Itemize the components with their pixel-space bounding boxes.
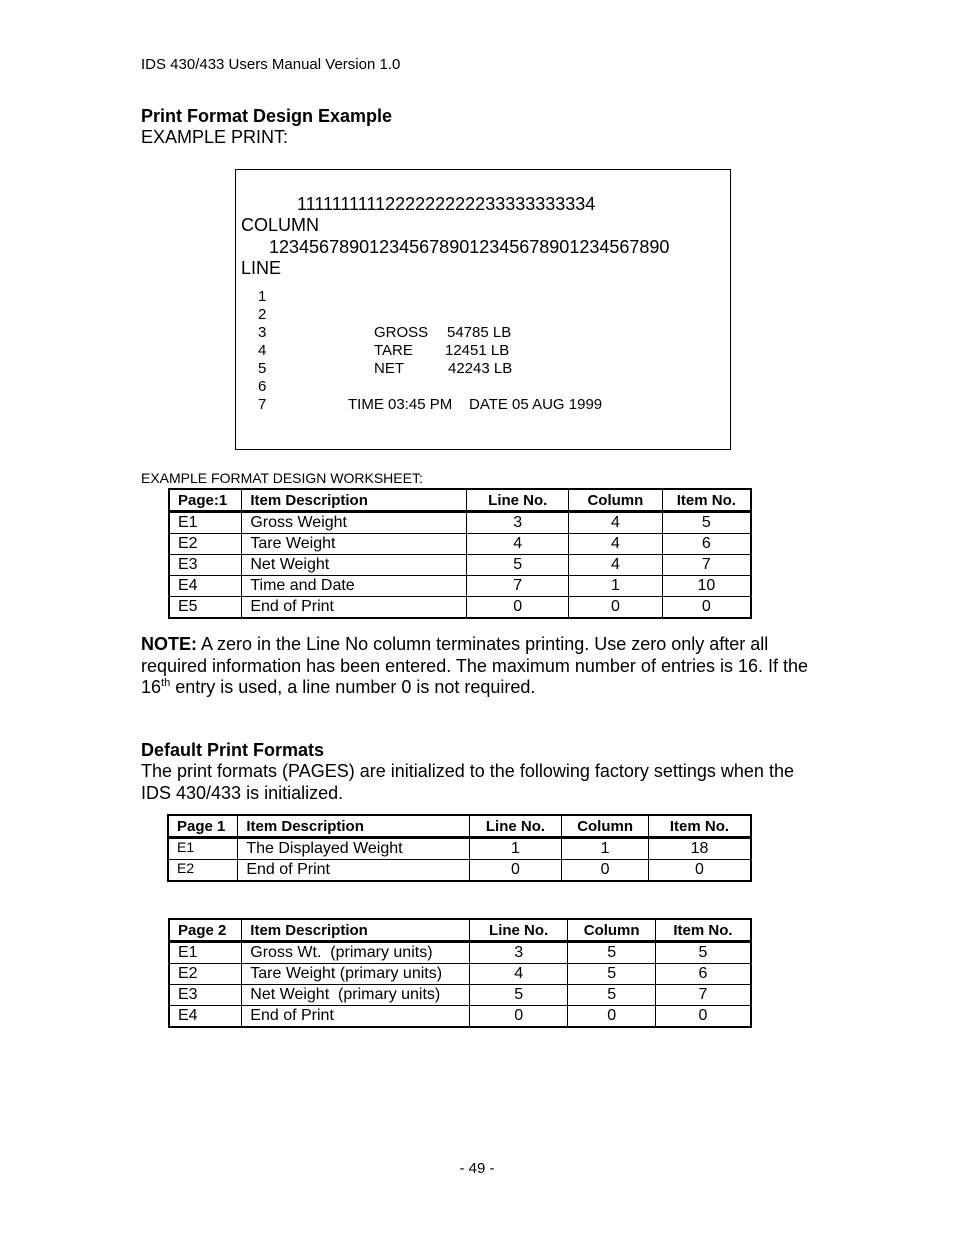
line-number-7: 7 bbox=[258, 396, 267, 413]
cell-entry: E2 bbox=[169, 964, 242, 985]
worksheet-caption: EXAMPLE FORMAT DESIGN WORKSHEET: bbox=[141, 470, 423, 486]
cell-entry: E2 bbox=[168, 860, 238, 882]
table-row bbox=[169, 512, 751, 534]
cell-description: End of Print bbox=[238, 860, 469, 882]
cell-line-no: 4 bbox=[469, 964, 567, 985]
header-line-no: Line No. bbox=[469, 919, 567, 942]
table-row bbox=[169, 576, 751, 597]
line-number-4: 4 bbox=[258, 342, 267, 359]
cell-description: Net Weight bbox=[242, 555, 467, 576]
cell-entry: E5 bbox=[169, 597, 242, 619]
cell-entry: E3 bbox=[169, 555, 242, 576]
cell-entry: E1 bbox=[169, 942, 242, 964]
time-text: TIME 03:45 PM bbox=[348, 396, 453, 413]
column-tens-row: 1111111111222222222233333333334 bbox=[297, 194, 596, 214]
cell-description: End of Print bbox=[242, 1006, 470, 1028]
header-line-no: Line No. bbox=[469, 815, 562, 838]
header-page: Page 1 bbox=[168, 815, 238, 838]
table-row bbox=[168, 838, 751, 860]
cell-line-no: 0 bbox=[469, 1006, 567, 1028]
header-item-description: Item Description bbox=[242, 489, 467, 512]
column-units-row: 1234567890123456789012345678901234567890 bbox=[269, 237, 670, 257]
default-formats-text: The print formats (PAGES) are initialized to the following factory settings when the IDS 430/433 is initialized. bbox=[141, 761, 794, 803]
cell-line-no: 0 bbox=[467, 597, 569, 619]
cell-line-no: 5 bbox=[467, 555, 569, 576]
net-label: NET bbox=[374, 360, 404, 377]
cell-column: 5 bbox=[568, 985, 656, 1006]
table-row bbox=[169, 985, 751, 1006]
line-number-2: 2 bbox=[258, 306, 267, 323]
cell-column: 0 bbox=[562, 860, 649, 882]
cell-description: Tare Weight bbox=[242, 534, 467, 555]
header-item-no: Item No. bbox=[655, 919, 751, 942]
cell-line-no: 0 bbox=[469, 860, 562, 882]
header-page: Page 2 bbox=[169, 919, 242, 942]
worksheet-table bbox=[168, 488, 752, 619]
cell-item-no: 5 bbox=[662, 512, 751, 534]
header-item-description: Item Description bbox=[238, 815, 469, 838]
table-row bbox=[168, 860, 751, 882]
line-label: LINE bbox=[241, 258, 282, 278]
line-number-1: 1 bbox=[258, 288, 267, 305]
cell-description: Net Weight (primary units) bbox=[242, 985, 470, 1006]
tare-value: 12451 LB bbox=[445, 342, 510, 359]
table-row bbox=[169, 942, 751, 964]
header-column: Column bbox=[562, 815, 649, 838]
cell-column: 0 bbox=[568, 1006, 656, 1028]
page2-table bbox=[168, 918, 752, 1028]
header-page: Page:1 bbox=[169, 489, 242, 512]
cell-line-no: 7 bbox=[467, 576, 569, 597]
cell-description: Tare Weight (primary units) bbox=[242, 964, 470, 985]
cell-description: Gross Weight bbox=[242, 512, 467, 534]
table-row bbox=[169, 555, 751, 576]
cell-item-no: 6 bbox=[655, 964, 751, 985]
cell-line-no: 3 bbox=[467, 512, 569, 534]
cell-item-no: 0 bbox=[655, 1006, 751, 1028]
cell-column: 0 bbox=[569, 597, 663, 619]
cell-entry: E1 bbox=[169, 512, 242, 534]
page1-table bbox=[167, 814, 752, 882]
cell-description: The Displayed Weight bbox=[238, 838, 469, 860]
cell-description: Time and Date bbox=[242, 576, 467, 597]
cell-entry: E2 bbox=[169, 534, 242, 555]
header-item-description: Item Description bbox=[242, 919, 470, 942]
header-item-no: Item No. bbox=[648, 815, 751, 838]
note-label: NOTE: bbox=[141, 634, 197, 654]
line-number-3: 3 bbox=[258, 324, 267, 341]
table-row bbox=[169, 1006, 751, 1028]
cell-column: 4 bbox=[569, 512, 663, 534]
cell-item-no: 6 bbox=[662, 534, 751, 555]
cell-item-no: 0 bbox=[662, 597, 751, 619]
section-title-print-format: Print Format Design Example bbox=[141, 106, 393, 126]
cell-column: 5 bbox=[568, 942, 656, 964]
table-row bbox=[169, 964, 751, 985]
cell-item-no: 7 bbox=[662, 555, 751, 576]
header-column: Column bbox=[568, 919, 656, 942]
tare-label: TARE bbox=[374, 342, 413, 359]
cell-item-no: 18 bbox=[648, 838, 751, 860]
cell-column: 1 bbox=[569, 576, 663, 597]
line-number-5: 5 bbox=[258, 360, 267, 377]
cell-line-no: 5 bbox=[469, 985, 567, 1006]
running-header: IDS 430/433 Users Manual Version 1.0 bbox=[141, 56, 401, 73]
cell-column: 5 bbox=[568, 964, 656, 985]
date-text: DATE 05 AUG 1999 bbox=[469, 396, 603, 413]
header-line-no: Line No. bbox=[467, 489, 569, 512]
cell-line-no: 4 bbox=[467, 534, 569, 555]
section-title-default-formats: Default Print Formats bbox=[141, 740, 325, 760]
table-header-row bbox=[168, 815, 751, 838]
note-text-1: A zero in the Line No column terminates printing. Use zero only after all required information has been entered. The maximum number of entries is 16. If the 16 bbox=[141, 634, 809, 697]
table-header-row bbox=[169, 489, 751, 512]
net-value: 42243 LB bbox=[448, 360, 513, 377]
note-paragraph bbox=[141, 634, 821, 699]
cell-entry: E4 bbox=[169, 576, 242, 597]
cell-description: Gross Wt. (primary units) bbox=[242, 942, 470, 964]
page-number: - 49 - bbox=[459, 1160, 495, 1177]
example-print-box bbox=[235, 169, 731, 450]
gross-value: 54785 LB bbox=[447, 324, 512, 341]
cell-item-no: 0 bbox=[648, 860, 751, 882]
cell-item-no: 5 bbox=[655, 942, 751, 964]
note-superscript: th bbox=[161, 677, 171, 689]
cell-item-no: 10 bbox=[662, 576, 751, 597]
header-column: Column bbox=[569, 489, 663, 512]
example-print-label: EXAMPLE PRINT: bbox=[141, 127, 289, 147]
cell-line-no: 1 bbox=[469, 838, 562, 860]
cell-description: End of Print bbox=[242, 597, 467, 619]
cell-entry: E4 bbox=[169, 1006, 242, 1028]
cell-entry: E3 bbox=[169, 985, 242, 1006]
table-row bbox=[169, 534, 751, 555]
note-text-2: entry is used, a line number 0 is not required. bbox=[170, 677, 536, 697]
cell-item-no: 7 bbox=[655, 985, 751, 1006]
column-label: COLUMN bbox=[241, 215, 320, 235]
cell-column: 4 bbox=[569, 555, 663, 576]
table-row bbox=[169, 597, 751, 619]
gross-label: GROSS bbox=[374, 324, 429, 341]
cell-entry: E1 bbox=[168, 838, 238, 860]
cell-column: 4 bbox=[569, 534, 663, 555]
cell-line-no: 3 bbox=[469, 942, 567, 964]
header-item-no: Item No. bbox=[662, 489, 751, 512]
line-number-6: 6 bbox=[258, 378, 267, 395]
cell-column: 1 bbox=[562, 838, 649, 860]
table-header-row bbox=[169, 919, 751, 942]
